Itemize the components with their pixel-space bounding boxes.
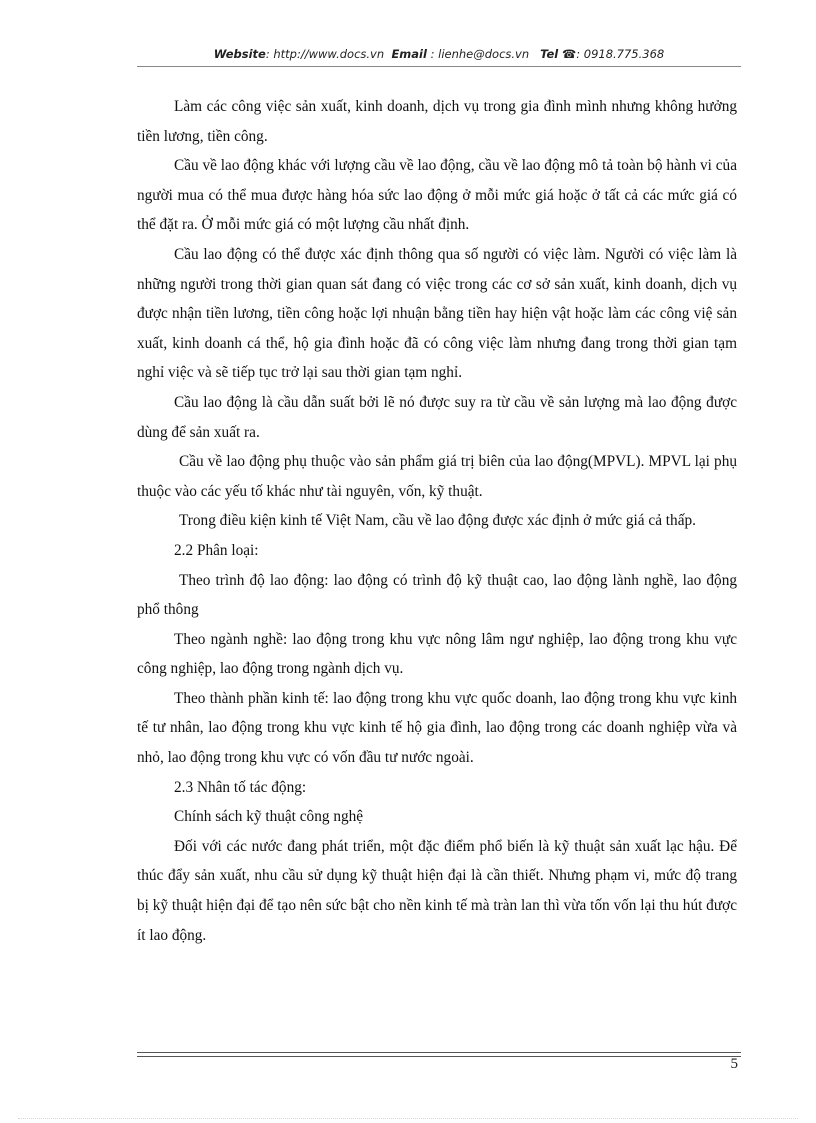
phone-icon: ☎	[561, 47, 577, 61]
subheading: Chính sách kỹ thuật công nghệ	[174, 808, 364, 826]
section-heading: 2.3 Nhân tố tác động:	[174, 778, 307, 796]
page-number: 5	[730, 1056, 738, 1072]
paragraph: Theo thành phần kinh tế: lao động trong khu vực quốc doanh, lao động trong khu vực kinh tế tư nhân, lao động trong khu vực kinh tế hộ gia đình, lao động trong các doanh nghiệp vừa và nhỏ, lao động trong khu vực có vốn đầu tư nước ngoài.	[137, 689, 737, 767]
paragraph: Làm các công việc sản xuất, kinh doanh, dịch vụ trong gia đình mình nhưng không hưởng tiền lương, tiền công.	[137, 98, 737, 145]
section-heading: 2.2 Phân loại:	[174, 541, 259, 559]
page-header	[137, 47, 741, 61]
header-email-value: : lienhe@docs.vn	[430, 47, 530, 61]
paragraph: Đối với các nước đang phát triển, một đặc điểm phổ biến là kỹ thuật sản xuất lạc hậu. Để thúc đẩy sản xuất, nhu cầu sử dụng kỹ thuật hiện đại là cần thiết. Nhưng phạm vi, mức độ trang bị kỹ thuật hiện đại để tạo nên sức bật cho nền kinh tế mà tràn lan thì vừa tốn vốn lại thu hút được ít lao động.	[137, 837, 737, 944]
paragraph: Cầu lao động là cầu dẫn suất bởi lẽ nó được suy ra từ cầu về sản lượng mà lao động được dùng để sản xuất ra.	[137, 393, 737, 441]
paragraph: Cầu về lao động phụ thuộc vào sản phẩm giá trị biên của lao động(MPVL). MPVL lại phụ thuộc vào các yếu tố khác như tài nguyên, vốn, kỹ thuật.	[137, 453, 737, 500]
paragraph: Cầu lao động có thể được xác định thông qua số người có việc làm. Người có việc làm là những người trong thời gian quan sát đang có việc trong các cơ sở sản xuất, kinh doanh, dịch vụ được nhận tiền lương, tiền công hoặc lợi nhuận bằng tiền hay hiện vật hoặc làm các công việ sản xuất, kinh doanh cá thể, hộ gia đình hoặc đã có công việc làm nhưng đang trong thời gian tạm nghỉ việc và sẽ tiếp tục trở lại sau thời gian tạm nghỉ.	[137, 245, 737, 382]
paragraph: Theo ngành nghề: lao động trong khu vực nông lâm ngư nghiệp, lao động trong khu vực công nghiệp, lao động trong ngành dịch vụ.	[137, 630, 737, 678]
page-edge	[18, 1118, 798, 1119]
header-email-label: Email	[391, 47, 427, 61]
paragraph: Trong điều kiện kinh tế Việt Nam, cầu về lao động được xác định ở mức giá cả thấp.	[179, 512, 696, 530]
paragraph: Cầu về lao động khác với lượng cầu về lao động, cầu về lao động mô tả toàn bộ hành vi của người mua có thể mua được hàng hóa sức lao động ở mỗi mức giá hoặc ở tất cả các mức giá có thể đặt ra. Ở mỗi mức giá có một lượng cầu nhất định.	[137, 157, 737, 234]
header-tel-label: Tel	[540, 47, 559, 61]
header-website-label: Website	[213, 47, 266, 61]
paragraph: Theo trình độ lao động: lao động có trình độ kỹ thuật cao, lao động lành nghề, lao động phổ thông	[137, 571, 737, 619]
header-website-value: : http://www.docs.vn	[265, 47, 385, 61]
header-tel-value: : 0918.775.368	[576, 47, 665, 61]
header-divider	[137, 66, 741, 67]
document-body	[137, 92, 737, 950]
footer-divider	[137, 1052, 741, 1057]
